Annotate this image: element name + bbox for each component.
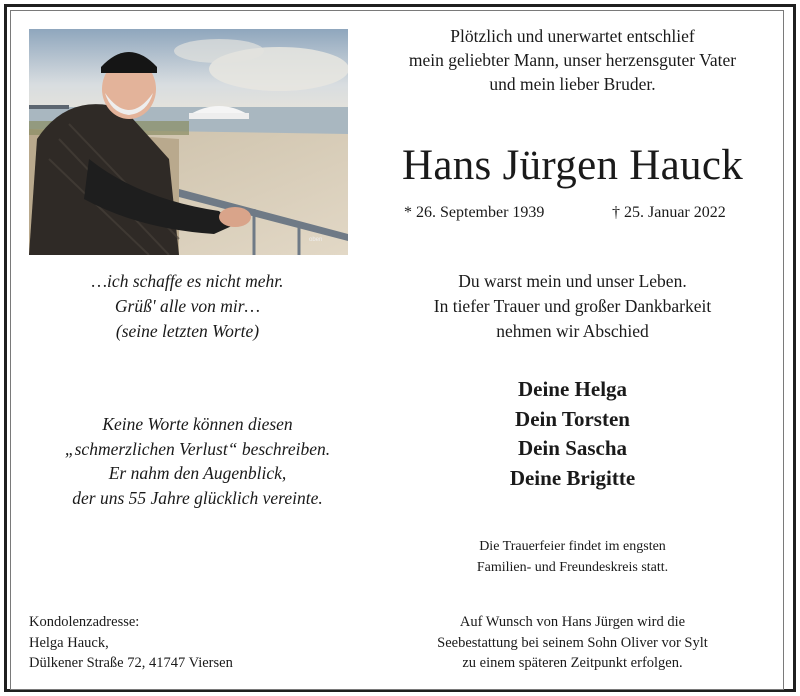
intro-text <box>360 24 785 96</box>
tribute-line: Er nahm den Augenblick, <box>108 463 287 483</box>
burial-line: Auf Wunsch von Hans Jürgen wird die <box>459 614 686 630</box>
mourning-text <box>360 269 785 344</box>
burial-line: Seebestattung bei seinem Sohn Oliver vor Sylt <box>437 634 708 651</box>
deceased-name: Hans Jürgen Hauck <box>401 142 744 189</box>
last-words-line: …ich schaffe es nicht mehr. <box>91 271 284 291</box>
tribute-text <box>25 412 370 510</box>
family-member: Dein Sascha <box>517 436 628 460</box>
condolence-line: Dülkener Straße 72, 41747 Viersen <box>29 655 233 671</box>
burial-note <box>360 612 785 674</box>
tribute-line: „schmerzlichen Verlust“ beschreiben. <box>64 438 331 459</box>
tribute-line: Keine Worte können diesen <box>102 414 293 434</box>
pier <box>29 105 69 109</box>
cloud <box>174 39 264 63</box>
funeral-note <box>360 536 785 578</box>
intro-line: mein geliebter Mann, unser herzensguter Vater <box>408 50 737 70</box>
intro-line: und mein lieber Bruder. <box>489 74 656 94</box>
family-member: Deine Brigitte <box>509 465 636 490</box>
man-hand <box>219 207 251 227</box>
family-member: Deine Helga <box>517 377 628 401</box>
death-date: † 25. Januar 2022 <box>612 204 726 221</box>
photo-watermark: oben <box>309 237 323 243</box>
tribute-line: der uns 55 Jahre glücklich vereinte. <box>72 487 323 508</box>
mourning-line: nehmen wir Abschied <box>496 321 649 341</box>
last-words-line: Grüß' alle von mir… <box>114 296 261 316</box>
condolence-line: Kondolenzadresse: <box>29 614 140 630</box>
last-words <box>30 269 345 344</box>
condolence-address <box>29 612 329 674</box>
beach-photo-illustration <box>29 29 348 255</box>
mourning-line: In tiefer Trauer und großer Dankbarkeit <box>433 296 712 316</box>
funeral-line: Familien- und Freundeskreis statt. <box>476 560 669 575</box>
intro-line: Plötzlich und unerwartet entschlief <box>450 26 695 46</box>
last-words-line: (seine letzten Worte) <box>115 321 260 341</box>
mourning-line: Du warst mein und unser Leben. <box>458 271 687 291</box>
portrait-photo <box>29 29 348 255</box>
family-signatures <box>360 375 785 493</box>
birth-date: * 26. September 1939 <box>404 204 545 221</box>
burial-line: zu einem späteren Zeitpunkt erfolgen. <box>462 655 683 671</box>
family-member: Dein Torsten <box>515 406 630 431</box>
funeral-line: Die Trauerfeier findet im engsten <box>479 539 666 554</box>
condolence-line: Helga Hauck, <box>29 634 109 651</box>
